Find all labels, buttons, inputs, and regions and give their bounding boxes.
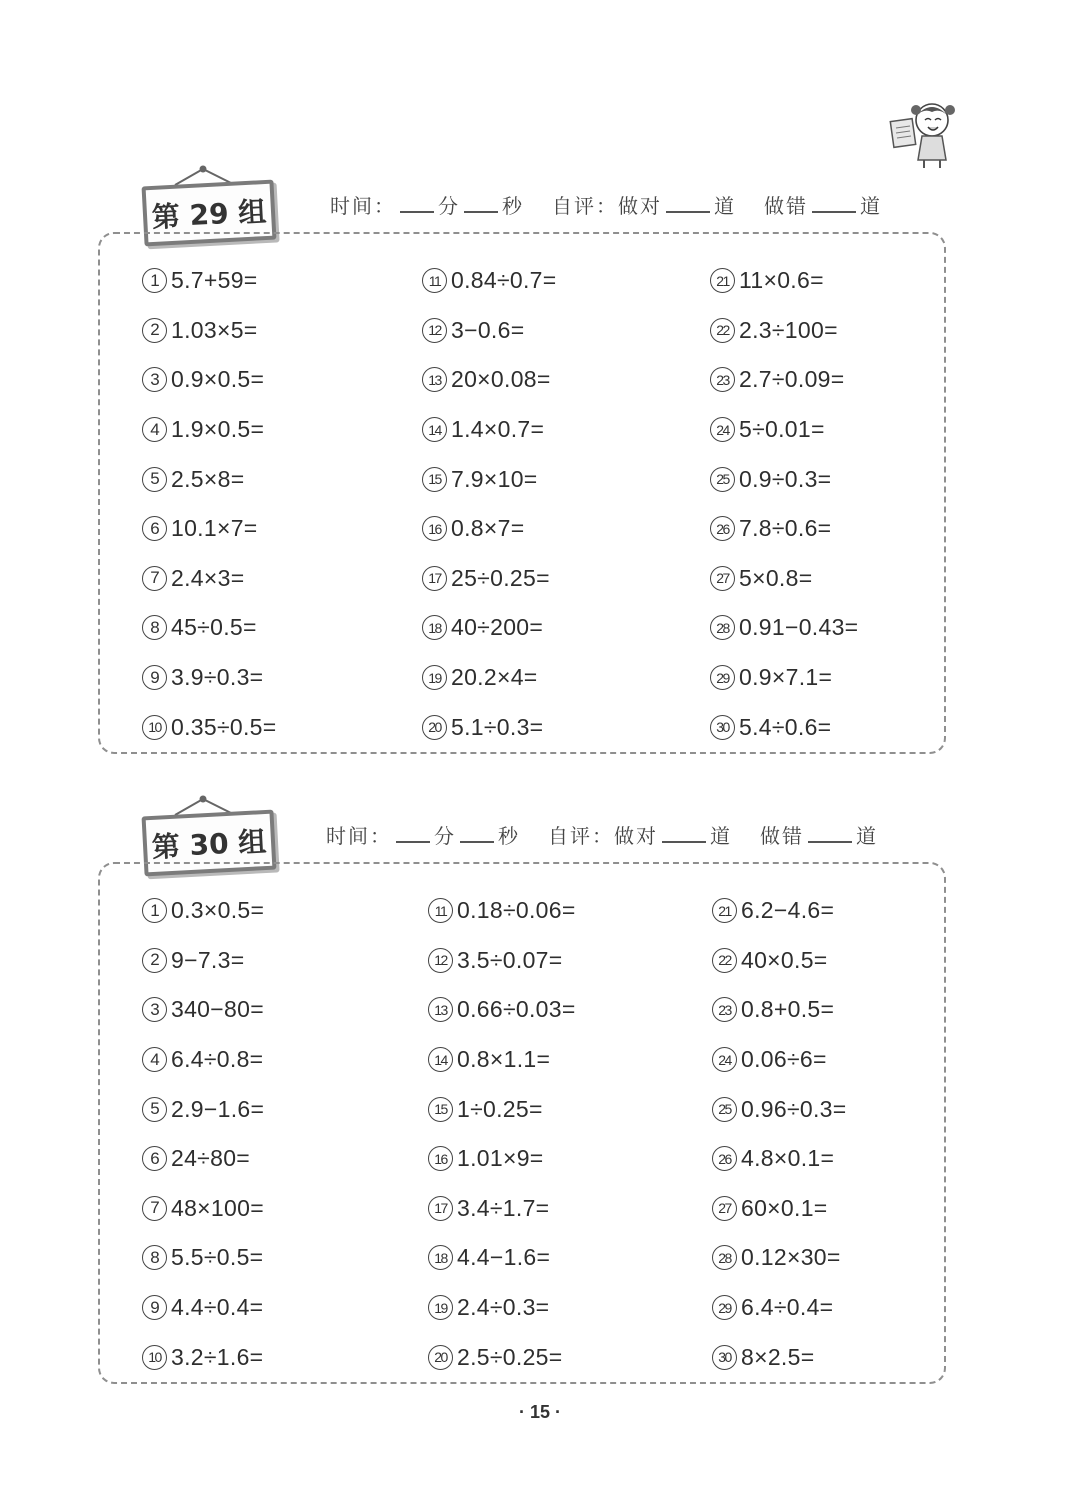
problem-item bbox=[422, 405, 557, 455]
problem-expression: 0.06÷6= bbox=[741, 1046, 827, 1073]
problem-number: 29 bbox=[712, 1295, 737, 1320]
problem-expression: 45÷0.5= bbox=[171, 614, 257, 641]
problem-number: 12 bbox=[428, 948, 453, 973]
problem-item bbox=[428, 1332, 576, 1382]
problem-expression: 4.8×0.1= bbox=[741, 1145, 835, 1172]
problem-number: 27 bbox=[710, 566, 735, 591]
problem-item bbox=[422, 256, 557, 306]
problem-number: 13 bbox=[422, 367, 447, 392]
problem-expression: 0.9×0.5= bbox=[171, 366, 265, 393]
problem-item bbox=[422, 504, 557, 554]
problem-number: 10 bbox=[142, 715, 167, 740]
girl-holding-sign-icon bbox=[888, 98, 968, 170]
problem-expression: 0.12×30= bbox=[741, 1244, 841, 1271]
problem-expression: 4.4÷0.4= bbox=[171, 1294, 264, 1321]
problem-number: 14 bbox=[428, 1047, 453, 1072]
problem-item bbox=[712, 1084, 847, 1134]
wrong-label: 做错 bbox=[760, 824, 804, 848]
time-label: 时间： bbox=[330, 194, 396, 218]
problem-expression: 5÷0.01= bbox=[739, 416, 825, 443]
time-score-record bbox=[330, 190, 882, 219]
problem-number: 23 bbox=[710, 367, 735, 392]
problem-expression: 0.8×1.1= bbox=[457, 1046, 551, 1073]
minute-blank[interactable] bbox=[400, 193, 434, 213]
problem-item bbox=[142, 355, 277, 405]
problem-number: 4 bbox=[142, 417, 167, 442]
problem-number: 22 bbox=[710, 318, 735, 343]
problem-number: 22 bbox=[712, 948, 737, 973]
problem-item bbox=[142, 1035, 264, 1085]
problem-number: 10 bbox=[142, 1345, 167, 1370]
problem-item bbox=[142, 985, 264, 1035]
problem-number: 19 bbox=[422, 665, 447, 690]
problem-item bbox=[428, 985, 576, 1035]
problem-expression: 6.4÷0.8= bbox=[171, 1046, 264, 1073]
problem-expression: 1.9×0.5= bbox=[171, 416, 265, 443]
problem-expression: 7.8÷0.6= bbox=[739, 515, 832, 542]
problem-expression: 1.03×5= bbox=[171, 316, 258, 343]
problem-number: 5 bbox=[142, 467, 167, 492]
problem-number: 30 bbox=[710, 715, 735, 740]
problem-expression: 7.9×10= bbox=[451, 465, 538, 492]
problem-number: 20 bbox=[422, 715, 447, 740]
problem-expression: 9−7.3= bbox=[171, 946, 245, 973]
problem-number: 3 bbox=[142, 367, 167, 392]
problem-number: 24 bbox=[710, 417, 735, 442]
problem-expression: 0.35÷0.5= bbox=[171, 713, 277, 740]
problem-expression: 8×2.5= bbox=[741, 1343, 815, 1370]
problem-number: 9 bbox=[142, 1295, 167, 1320]
problem-item bbox=[428, 886, 576, 936]
problem-expression: 5.1÷0.3= bbox=[451, 713, 544, 740]
problem-item bbox=[422, 603, 557, 653]
problem-number: 16 bbox=[422, 516, 447, 541]
problem-item bbox=[710, 355, 858, 405]
problem-item bbox=[142, 1283, 264, 1333]
problem-number: 26 bbox=[712, 1146, 737, 1171]
problem-expression: 48×100= bbox=[171, 1194, 264, 1221]
problem-number: 20 bbox=[428, 1345, 453, 1370]
problem-expression: 2.5÷0.25= bbox=[457, 1343, 563, 1370]
problem-item bbox=[142, 702, 277, 752]
problem-number: 18 bbox=[428, 1245, 453, 1270]
problem-expression: 340−80= bbox=[171, 996, 264, 1023]
problem-expression: 4.4−1.6= bbox=[457, 1244, 551, 1271]
problem-expression: 0.96÷0.3= bbox=[741, 1095, 847, 1122]
problem-expression: 5×0.8= bbox=[739, 564, 813, 591]
problem-expression: 6.4÷0.4= bbox=[741, 1294, 834, 1321]
problem-expression: 1.01×9= bbox=[457, 1145, 544, 1172]
problem-number: 11 bbox=[422, 268, 447, 293]
problem-expression: 0.9÷0.3= bbox=[739, 465, 832, 492]
problem-item bbox=[142, 1134, 264, 1184]
problem-item bbox=[712, 1233, 847, 1283]
problem-number: 5 bbox=[142, 1097, 167, 1122]
problem-expression: 0.91−0.43= bbox=[739, 614, 859, 641]
problem-item bbox=[712, 886, 847, 936]
second-label: 秒 bbox=[502, 194, 524, 218]
problem-number: 8 bbox=[142, 615, 167, 640]
page-number: · 15 · bbox=[518, 1402, 561, 1422]
problem-expression: 0.84÷0.7= bbox=[451, 267, 557, 294]
problem-expression: 25÷0.25= bbox=[451, 564, 550, 591]
group-title: 第 30 组 bbox=[151, 825, 268, 864]
problem-item bbox=[710, 256, 858, 306]
wrong-unit-label: 道 bbox=[856, 824, 878, 848]
correct-unit-label: 道 bbox=[714, 194, 736, 218]
problem-column bbox=[142, 256, 277, 752]
problem-expression: 0.66÷0.03= bbox=[457, 996, 576, 1023]
problem-column bbox=[712, 886, 847, 1382]
problem-item bbox=[428, 936, 576, 986]
problem-item bbox=[142, 454, 277, 504]
time-score-record bbox=[326, 820, 878, 849]
problem-column bbox=[142, 886, 264, 1382]
problem-item bbox=[142, 1184, 264, 1234]
problem-item bbox=[710, 405, 858, 455]
problem-item bbox=[142, 256, 277, 306]
problem-item bbox=[710, 306, 858, 356]
problem-item bbox=[142, 1084, 264, 1134]
problem-number: 9 bbox=[142, 665, 167, 690]
problem-expression: 0.9×7.1= bbox=[739, 664, 833, 691]
problem-expression: 40÷200= bbox=[451, 614, 544, 641]
problem-expression: 2.9−1.6= bbox=[171, 1095, 265, 1122]
problem-number: 1 bbox=[142, 898, 167, 923]
problem-item bbox=[422, 355, 557, 405]
problem-number: 17 bbox=[428, 1196, 453, 1221]
problem-item bbox=[428, 1233, 576, 1283]
problem-expression: 0.3×0.5= bbox=[171, 897, 265, 924]
problem-expression: 0.8+0.5= bbox=[741, 996, 835, 1023]
minute-label: 分 bbox=[438, 194, 460, 218]
problem-expression: 24÷80= bbox=[171, 1145, 251, 1172]
problem-expression: 3.9÷0.3= bbox=[171, 664, 264, 691]
problem-number: 7 bbox=[142, 1196, 167, 1221]
problem-item bbox=[422, 702, 557, 752]
problem-expression: 3.2÷1.6= bbox=[171, 1343, 264, 1370]
problem-item bbox=[142, 554, 277, 604]
problem-item bbox=[142, 1332, 264, 1382]
problem-expression: 20.2×4= bbox=[451, 664, 538, 691]
problem-item bbox=[712, 936, 847, 986]
minute-label: 分 bbox=[434, 824, 456, 848]
self-eval-label: 自评：做对 bbox=[552, 194, 662, 218]
problem-expression: 5.4÷0.6= bbox=[739, 713, 832, 740]
problem-number: 26 bbox=[710, 516, 735, 541]
problem-expression: 0.8×7= bbox=[451, 515, 525, 542]
problem-expression: 3−0.6= bbox=[451, 316, 525, 343]
problem-expression: 0.18÷0.06= bbox=[457, 897, 576, 924]
problem-number: 15 bbox=[422, 467, 447, 492]
problem-item bbox=[710, 504, 858, 554]
problem-number: 1 bbox=[142, 268, 167, 293]
problem-column bbox=[422, 256, 557, 752]
wrong-label: 做错 bbox=[764, 194, 808, 218]
problem-item bbox=[712, 1134, 847, 1184]
self-eval-label: 自评：做对 bbox=[548, 824, 658, 848]
problem-expression: 1.4×0.7= bbox=[451, 416, 545, 443]
correct-count-blank[interactable] bbox=[662, 823, 706, 843]
problem-item bbox=[428, 1035, 576, 1085]
problem-number: 13 bbox=[428, 997, 453, 1022]
problem-number: 27 bbox=[712, 1196, 737, 1221]
problem-column bbox=[710, 256, 858, 752]
problem-expression: 60×0.1= bbox=[741, 1194, 828, 1221]
problem-item bbox=[422, 454, 557, 504]
wrong-count-blank[interactable] bbox=[808, 823, 852, 843]
problem-number: 28 bbox=[712, 1245, 737, 1270]
problem-item bbox=[142, 886, 264, 936]
problem-number: 25 bbox=[712, 1097, 737, 1122]
problem-item bbox=[142, 603, 277, 653]
problem-column bbox=[428, 886, 576, 1382]
time-label: 时间： bbox=[326, 824, 392, 848]
problem-item bbox=[710, 702, 858, 752]
second-blank[interactable] bbox=[460, 823, 494, 843]
problem-number: 30 bbox=[712, 1345, 737, 1370]
problem-item bbox=[710, 653, 858, 703]
problem-number: 29 bbox=[710, 665, 735, 690]
problem-number: 2 bbox=[142, 318, 167, 343]
problem-item bbox=[428, 1134, 576, 1184]
problem-expression: 2.3÷100= bbox=[739, 316, 838, 343]
problem-number: 11 bbox=[428, 898, 453, 923]
correct-count-blank[interactable] bbox=[666, 193, 710, 213]
problem-item bbox=[422, 306, 557, 356]
problem-number: 17 bbox=[422, 566, 447, 591]
problem-item bbox=[142, 306, 277, 356]
problem-expression: 2.4÷0.3= bbox=[457, 1294, 550, 1321]
problem-number: 25 bbox=[710, 467, 735, 492]
problem-item bbox=[712, 1184, 847, 1234]
problem-number: 12 bbox=[422, 318, 447, 343]
second-blank[interactable] bbox=[464, 193, 498, 213]
problem-item bbox=[428, 1283, 576, 1333]
problem-item bbox=[710, 603, 858, 653]
problem-number: 28 bbox=[710, 615, 735, 640]
problem-item bbox=[712, 1035, 847, 1085]
problem-number: 6 bbox=[142, 516, 167, 541]
problem-number: 18 bbox=[422, 615, 447, 640]
problem-number: 14 bbox=[422, 417, 447, 442]
problem-grid bbox=[142, 886, 942, 1386]
group-title: 第 29 组 bbox=[151, 195, 268, 234]
problem-expression: 2.4×3= bbox=[171, 564, 245, 591]
problem-item bbox=[712, 985, 847, 1035]
problem-number: 21 bbox=[712, 898, 737, 923]
problem-expression: 1÷0.25= bbox=[457, 1095, 543, 1122]
problem-item bbox=[142, 405, 277, 455]
group-title-sign bbox=[143, 165, 275, 239]
problem-item bbox=[710, 454, 858, 504]
problem-number: 23 bbox=[712, 997, 737, 1022]
problem-number: 16 bbox=[428, 1146, 453, 1171]
problem-number: 24 bbox=[712, 1047, 737, 1072]
problem-number: 3 bbox=[142, 997, 167, 1022]
problem-item bbox=[428, 1184, 576, 1234]
problem-expression: 5.5÷0.5= bbox=[171, 1244, 264, 1271]
problem-expression: 3.5÷0.07= bbox=[457, 946, 563, 973]
problem-number: 4 bbox=[142, 1047, 167, 1072]
problem-expression: 11×0.6= bbox=[739, 267, 824, 294]
problem-item bbox=[142, 936, 264, 986]
problem-number: 8 bbox=[142, 1245, 167, 1270]
problem-expression: 5.7+59= bbox=[171, 267, 258, 294]
problem-expression: 3.4÷1.7= bbox=[457, 1194, 550, 1221]
problem-item bbox=[712, 1332, 847, 1382]
problem-number: 21 bbox=[710, 268, 735, 293]
problem-expression: 6.2−4.6= bbox=[741, 897, 835, 924]
problem-expression: 10.1×7= bbox=[171, 515, 258, 542]
problem-number: 19 bbox=[428, 1295, 453, 1320]
problem-number: 6 bbox=[142, 1146, 167, 1171]
problem-item bbox=[710, 554, 858, 604]
problem-number: 7 bbox=[142, 566, 167, 591]
wrong-unit-label: 道 bbox=[860, 194, 882, 218]
problem-expression: 20×0.08= bbox=[451, 366, 551, 393]
problem-item bbox=[142, 1233, 264, 1283]
problem-expression: 2.7÷0.09= bbox=[739, 366, 845, 393]
minute-blank[interactable] bbox=[396, 823, 430, 843]
problem-expression: 2.5×8= bbox=[171, 465, 245, 492]
problem-number: 15 bbox=[428, 1097, 453, 1122]
problem-item bbox=[428, 1084, 576, 1134]
problem-item bbox=[712, 1283, 847, 1333]
problem-item bbox=[142, 653, 277, 703]
problem-expression: 40×0.5= bbox=[741, 946, 828, 973]
wrong-count-blank[interactable] bbox=[812, 193, 856, 213]
second-label: 秒 bbox=[498, 824, 520, 848]
problem-item bbox=[422, 653, 557, 703]
problem-grid bbox=[142, 256, 942, 756]
correct-unit-label: 道 bbox=[710, 824, 732, 848]
problem-item bbox=[142, 504, 277, 554]
group-title-sign bbox=[143, 795, 275, 869]
problem-item bbox=[422, 554, 557, 604]
problem-number: 2 bbox=[142, 948, 167, 973]
